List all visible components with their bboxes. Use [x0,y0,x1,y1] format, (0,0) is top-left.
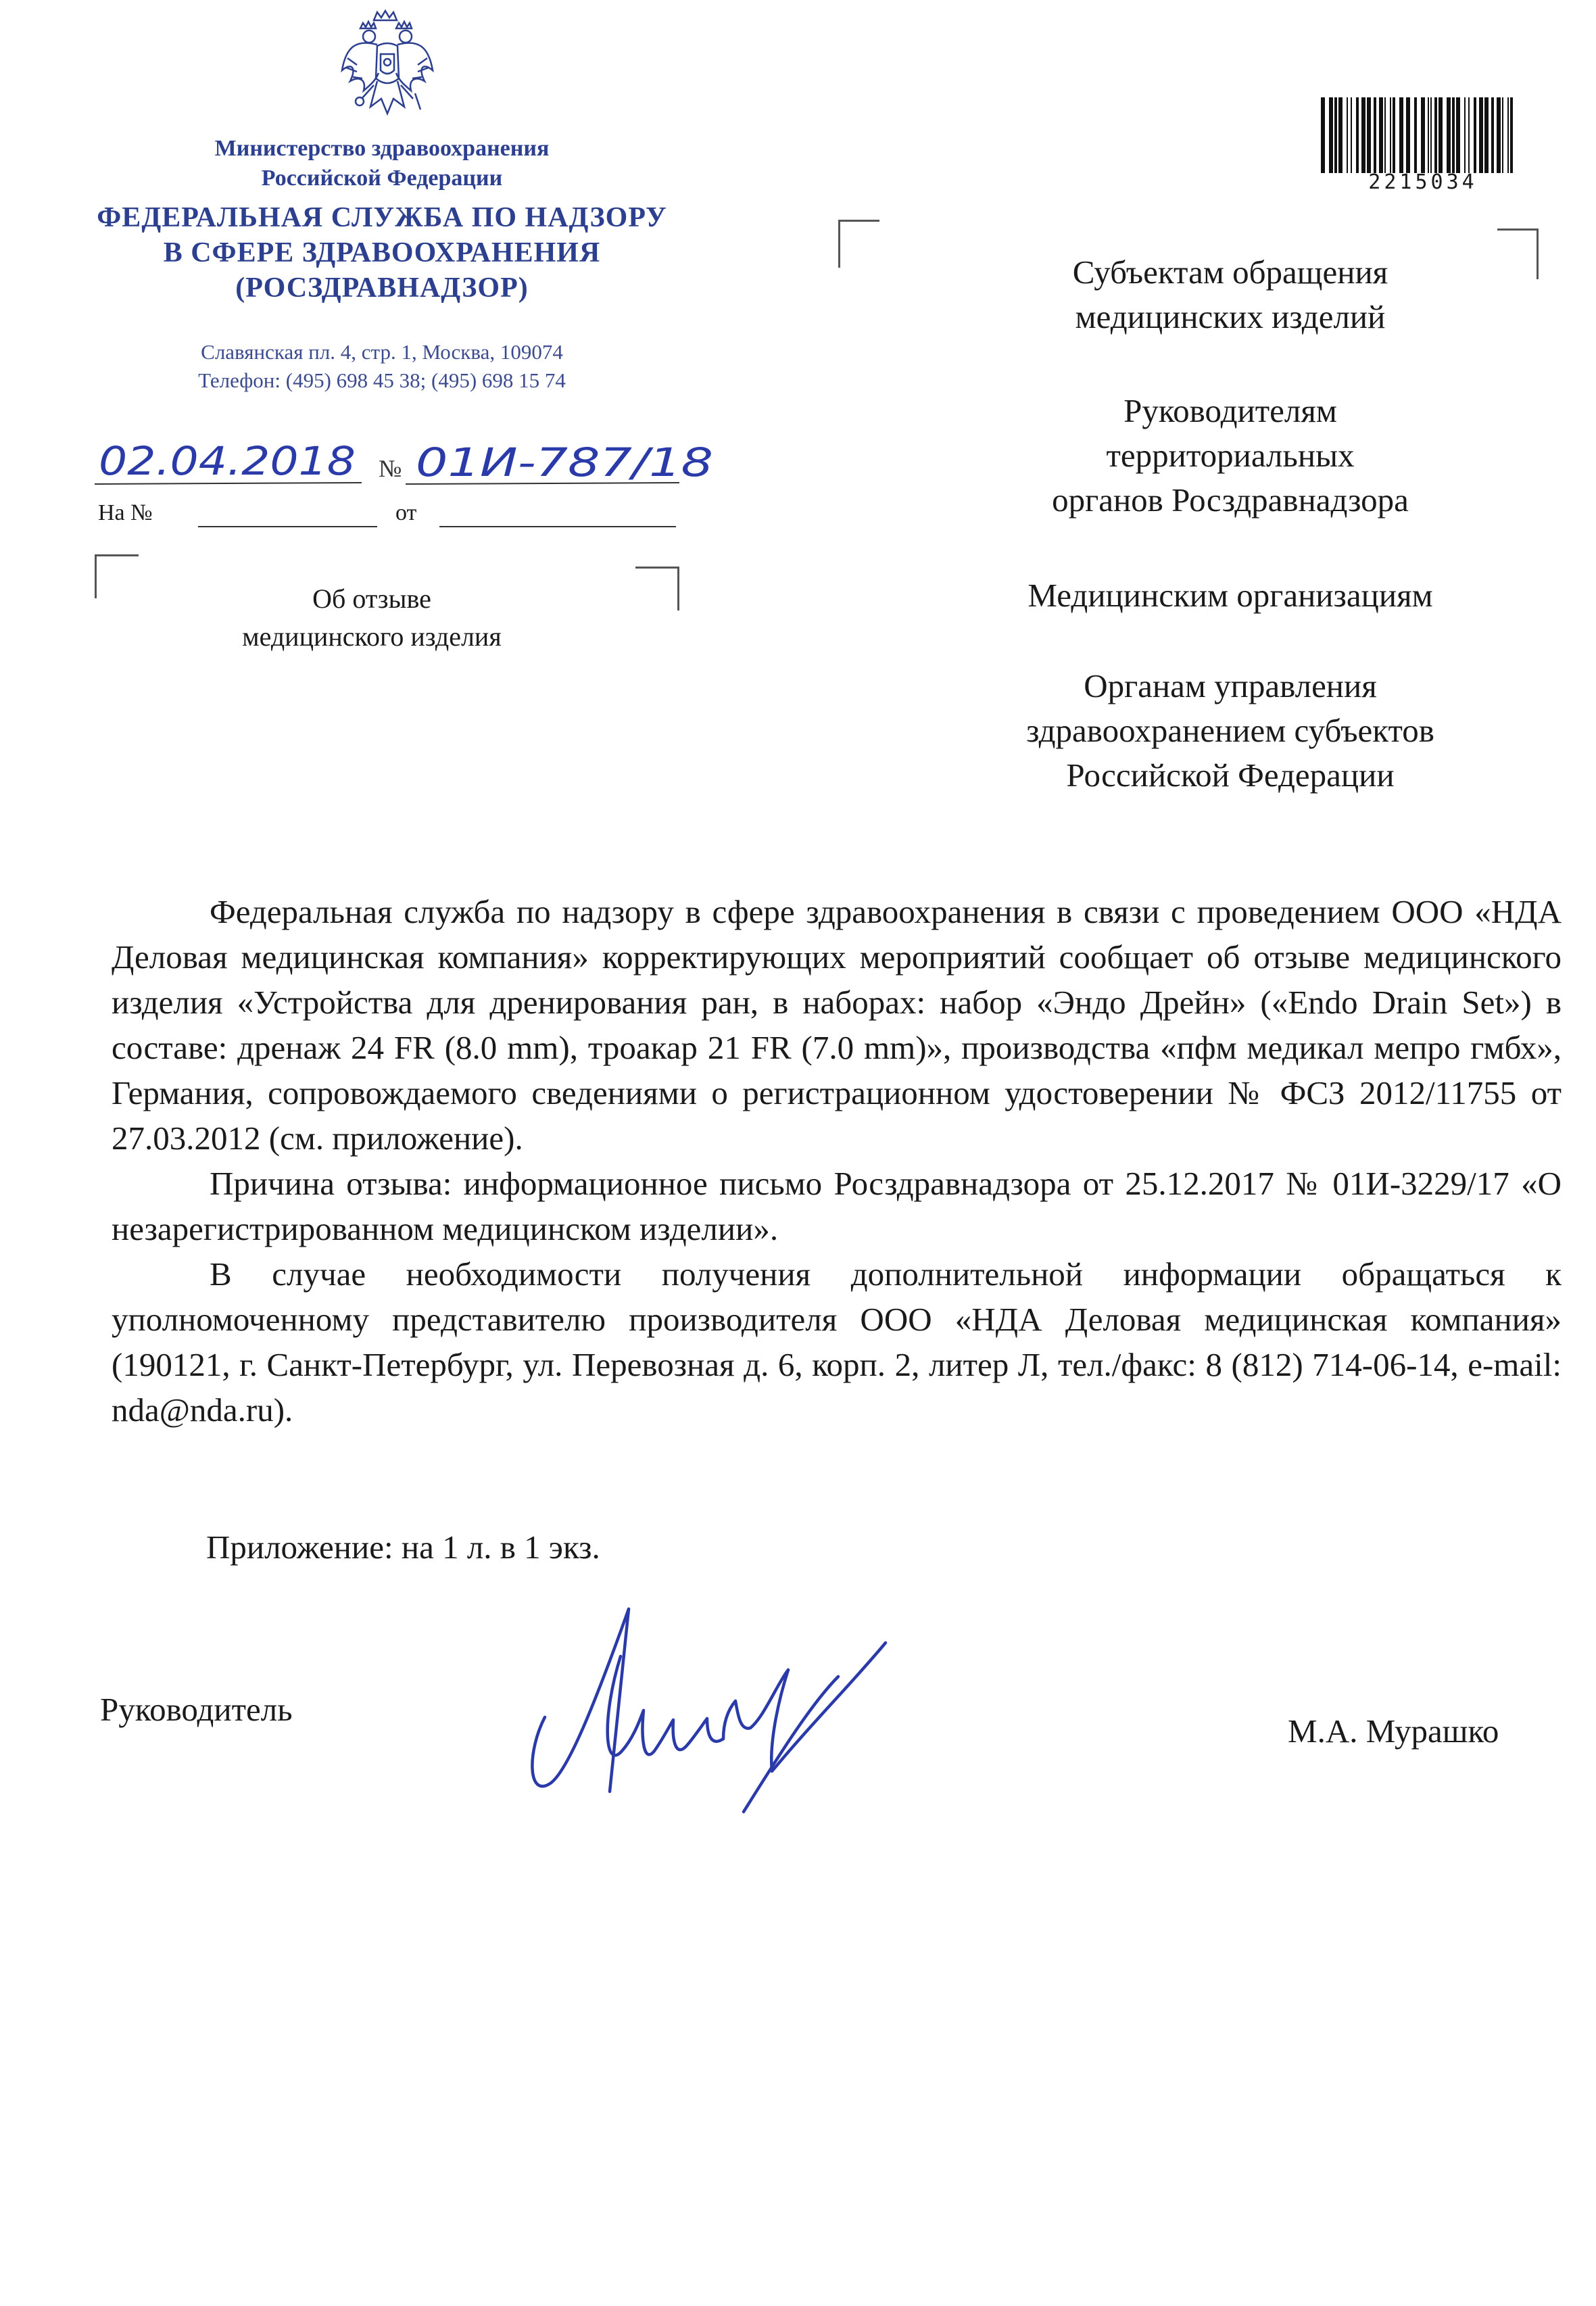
barcode-bar [1484,97,1489,173]
service-name [68,200,696,306]
barcode-bar [1491,97,1494,173]
barcode-bar [1464,97,1466,173]
barcode-bar [1421,97,1425,173]
barcode-bar [1334,97,1337,173]
body-paragraph: Причина отзыва: информационное письмо Росздравнадзора от 25.12.2017 № 01И-3229/17 «О незарегистрированном медицинском изделии». [112,1165,1562,1247]
barcode-bar [1428,97,1429,173]
addressee-block [933,389,1528,523]
reply-reference [98,500,686,534]
barcode-bar [1367,97,1371,173]
ministry-line: Министерство здравоохранения [214,136,550,161]
signatory-title: Руководитель [100,1691,293,1728]
barcode-bar [1406,97,1410,173]
number-sign: № [379,455,402,482]
barcode-bar [1351,97,1352,173]
ministry-name [122,134,642,193]
barcode-bar [1399,97,1403,173]
registration-number-text: 01И-787/18 [416,439,713,485]
addressee-line: медицинских изделий [1075,298,1386,335]
registration-date-text: 02.04.2018 [99,439,356,484]
barcode-bar [1468,97,1470,173]
barcode-bar [1502,97,1503,173]
service-line: ФЕДЕРАЛЬНАЯ СЛУЖБА ПО НАДЗОРУ [97,202,667,233]
corner-mark [95,554,139,598]
barcode-bar [1507,97,1509,173]
barcode-bar [1356,97,1359,173]
corner-mark [635,567,679,610]
addressee-line: здравоохранением субъектов [1026,712,1434,749]
barcode-bar [1393,97,1395,173]
barcode-bar [1361,97,1365,173]
addressee-line: органов Росздравнадзора [1052,481,1409,519]
service-line: (РОСЗДРАВНАДЗОР) [235,272,529,304]
barcode-bar [1452,97,1455,173]
barcode-bar [1384,97,1386,173]
coat-of-arms-icon [337,5,438,120]
barcode-bar [1414,97,1417,173]
handwritten-signature [521,1568,899,1832]
letter-body [112,889,1562,1433]
barcode-bar [1456,97,1460,173]
addressee-line: Медицинским организациям [1027,577,1433,614]
letter-subject [162,580,581,656]
attachment-note: Приложение: на 1 л. в 1 экз. [206,1529,600,1566]
addressee-line: Органам управления [1084,667,1377,704]
barcode-bar [1430,97,1432,173]
addressee-block [933,250,1528,339]
barcode-bar [1474,97,1476,173]
barcode-bar [1321,97,1325,173]
signatory-name: М.А. Мурашко [1288,1712,1499,1750]
addressee-line: Руководителям [1123,392,1337,429]
barcode-bar [1374,97,1376,173]
barcode-bar [1434,97,1437,173]
reply-to-label: На № [98,500,153,525]
addressee-block [933,664,1528,798]
barcode-bar [1379,97,1383,173]
subject-line: Об отзыве [312,583,431,614]
barcode-bar [1479,97,1483,173]
address-line: Славянская пл. 4, стр. 1, Москва, 109074 [201,340,563,364]
subject-line: медицинского изделия [242,621,502,652]
body-paragraph: В случае необходимости получения дополнительной информации обращаться к уполномоченному представителю производителя ООО «НДА Деловая медицинская компания» (190121, г. Санкт-Петербург, ул. Перевозная д. 6, корп. 2, литер Л, тел./факс: 8 (812) 714-06-14, e-mail: nda@nda.ru). [112,1255,1562,1428]
from-date-field [439,526,676,527]
addressee-line: Российской Федерации [1066,756,1395,794]
service-line: В СФЕРЕ ЗДРАВООХРАНЕНИЯ [163,237,601,268]
barcode-bar [1347,97,1348,173]
barcode-bar [1447,97,1451,173]
corner-mark [838,220,879,268]
barcode-bar [1497,97,1501,173]
barcode-bar [1338,97,1343,173]
ministry-line: Российской Федерации [261,166,503,191]
barcode-bar [1438,97,1443,173]
from-label: от [395,500,417,525]
reply-to-field [198,526,377,527]
barcode-bar [1329,97,1333,173]
phone-line: Телефон: (495) 698 45 38; (495) 698 15 74 [198,368,566,392]
body-paragraph: Федеральная служба по надзору в сфере здравоохранения в связи с проведением ООО «НДА Деловая медицинская компания» корректирующих мероприятий сообщает об отзыве медицинского изделия «Устройства для дренирования ран, в наборах: набор «Эндо Дрейн» («Endo Drain Set») в составе: дренаж 24 FR (8.0 mm), троакар 21 FR (7.0 mm)», производства «пфм медикал мепро гмбх», Германия, сопровождаемого сведениями о регистрационном удостоверении № ФСЗ 2012/11755 от 27.03.2012 (см. приложение). [112,893,1562,1157]
service-address [101,338,662,395]
registration-date [95,439,365,494]
barcode-bar [1390,97,1391,173]
barcode-number: 2215034 [1368,170,1478,194]
addressee-line: Субъектам обращения [1072,254,1388,291]
addressee-block [933,573,1528,618]
barcode-bar [1510,97,1513,173]
addressee-line: территориальных [1106,437,1355,474]
